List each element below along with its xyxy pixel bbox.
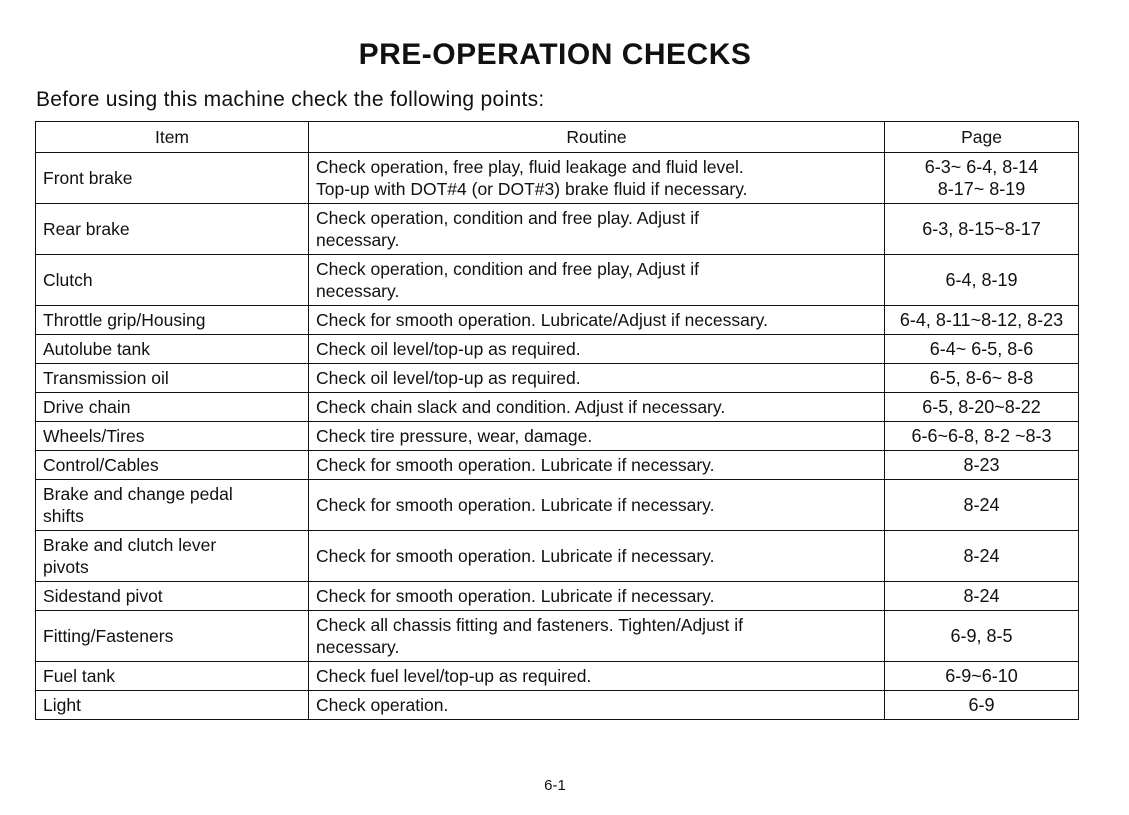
page-ref: 8-17~ 8-19 — [937, 179, 1026, 199]
table-row — [36, 480, 1079, 531]
page-cell: 6-5, 8-20~8-22 — [885, 393, 1079, 422]
item-line: Brake and change pedal — [43, 484, 233, 504]
page-ref: 6-3, 8-15~8-17 — [922, 219, 1041, 239]
item-cell: Wheels/Tires — [36, 422, 309, 451]
item-cell: Throttle grip/Housing — [36, 306, 309, 335]
routine-cell: Check tire pressure, wear, damage. — [309, 422, 885, 451]
item-line: shifts — [43, 506, 84, 526]
item-cell — [36, 531, 309, 582]
page-title: PRE-OPERATION CHECKS — [358, 38, 752, 71]
routine-line: necessary. — [316, 230, 400, 250]
page-cell — [885, 153, 1079, 204]
page-cell: 6-6~6-8, 8-2 ~8-3 — [885, 422, 1079, 451]
table-row — [36, 393, 1079, 422]
table-row — [36, 662, 1079, 691]
checks-table — [35, 121, 1079, 720]
item-cell: Drive chain — [36, 393, 309, 422]
routine-cell: Check fuel level/top-up as required. — [309, 662, 885, 691]
routine-cell: Check for smooth operation. Lubricate if necessary. — [309, 451, 885, 480]
item-cell: Fitting/Fasteners — [36, 611, 309, 662]
item-cell: Sidestand pivot — [36, 582, 309, 611]
page-cell: 8-24 — [885, 531, 1079, 582]
item-cell: Autolube tank — [36, 335, 309, 364]
routine-cell: Check for smooth operation. Lubricate if necessary. — [309, 582, 885, 611]
column-header-page: Page — [885, 122, 1079, 153]
table-row — [36, 422, 1079, 451]
routine-cell: Check for smooth operation. Lubricate if necessary. — [309, 531, 885, 582]
routine-cell — [309, 611, 885, 662]
table-row — [36, 611, 1079, 662]
item-line: Brake and clutch lever — [43, 535, 217, 555]
table-row — [36, 153, 1079, 204]
table-row — [36, 582, 1079, 611]
routine-cell: Check for smooth operation. Lubricate/Adjust if necessary. — [309, 306, 885, 335]
page-cell: 6-5, 8-6~ 8-8 — [885, 364, 1079, 393]
table-row — [36, 306, 1079, 335]
intro-text: Before using this machine check the following points: — [36, 88, 545, 111]
page-cell: 8-24 — [885, 480, 1079, 531]
table-header-row — [36, 122, 1079, 153]
table-row — [36, 255, 1079, 306]
page-cell: 6-9~6-10 — [885, 662, 1079, 691]
routine-cell: Check oil level/top-up as required. — [309, 335, 885, 364]
item-line: pivots — [43, 557, 89, 577]
page-cell: 6-9 — [885, 691, 1079, 720]
routine-cell: Check oil level/top-up as required. — [309, 364, 885, 393]
item-cell: Front brake — [36, 153, 309, 204]
page-cell — [885, 204, 1079, 255]
routine-line: Top-up with DOT#4 (or DOT#3) brake fluid if necessary. — [316, 179, 748, 199]
page-number: 6-1 — [544, 777, 566, 794]
item-cell — [36, 480, 309, 531]
page-cell: 6-4, 8-11~8-12, 8-23 — [885, 306, 1079, 335]
table-row — [36, 531, 1079, 582]
item-cell: Fuel tank — [36, 662, 309, 691]
routine-line: Check operation, free play, fluid leakage and fluid level. — [316, 157, 744, 177]
routine-cell: Check operation. — [309, 691, 885, 720]
routine-cell — [309, 204, 885, 255]
routine-cell: Check chain slack and condition. Adjust if necessary. — [309, 393, 885, 422]
page-cell: 8-23 — [885, 451, 1079, 480]
page-cell: 6-4~ 6-5, 8-6 — [885, 335, 1079, 364]
item-cell: Clutch — [36, 255, 309, 306]
column-header-routine: Routine — [309, 122, 885, 153]
page-ref: 6-3~ 6-4, 8-14 — [924, 157, 1039, 177]
item-cell: Rear brake — [36, 204, 309, 255]
page-cell — [885, 255, 1079, 306]
page-cell: 6-9, 8-5 — [885, 611, 1079, 662]
item-cell: Light — [36, 691, 309, 720]
item-cell: Transmission oil — [36, 364, 309, 393]
routine-cell — [309, 153, 885, 204]
column-header-item: Item — [36, 122, 309, 153]
page-ref: 6-4, 8-19 — [945, 270, 1018, 290]
routine-line: Check all chassis fitting and fasteners. Tighten/Adjust if — [316, 615, 744, 635]
table-row — [36, 335, 1079, 364]
routine-cell: Check for smooth operation. Lubricate if necessary. — [309, 480, 885, 531]
routine-line: necessary. — [316, 281, 400, 301]
routine-line: necessary. — [316, 637, 400, 657]
item-cell: Control/Cables — [36, 451, 309, 480]
page-cell: 8-24 — [885, 582, 1079, 611]
routine-line: Check operation, condition and free play. Adjust if — [316, 208, 699, 228]
table-row — [36, 204, 1079, 255]
routine-line: Check operation, condition and free play, Adjust if — [316, 259, 699, 279]
routine-cell — [309, 255, 885, 306]
table-row — [36, 451, 1079, 480]
table-row — [36, 364, 1079, 393]
table-row — [36, 691, 1079, 720]
